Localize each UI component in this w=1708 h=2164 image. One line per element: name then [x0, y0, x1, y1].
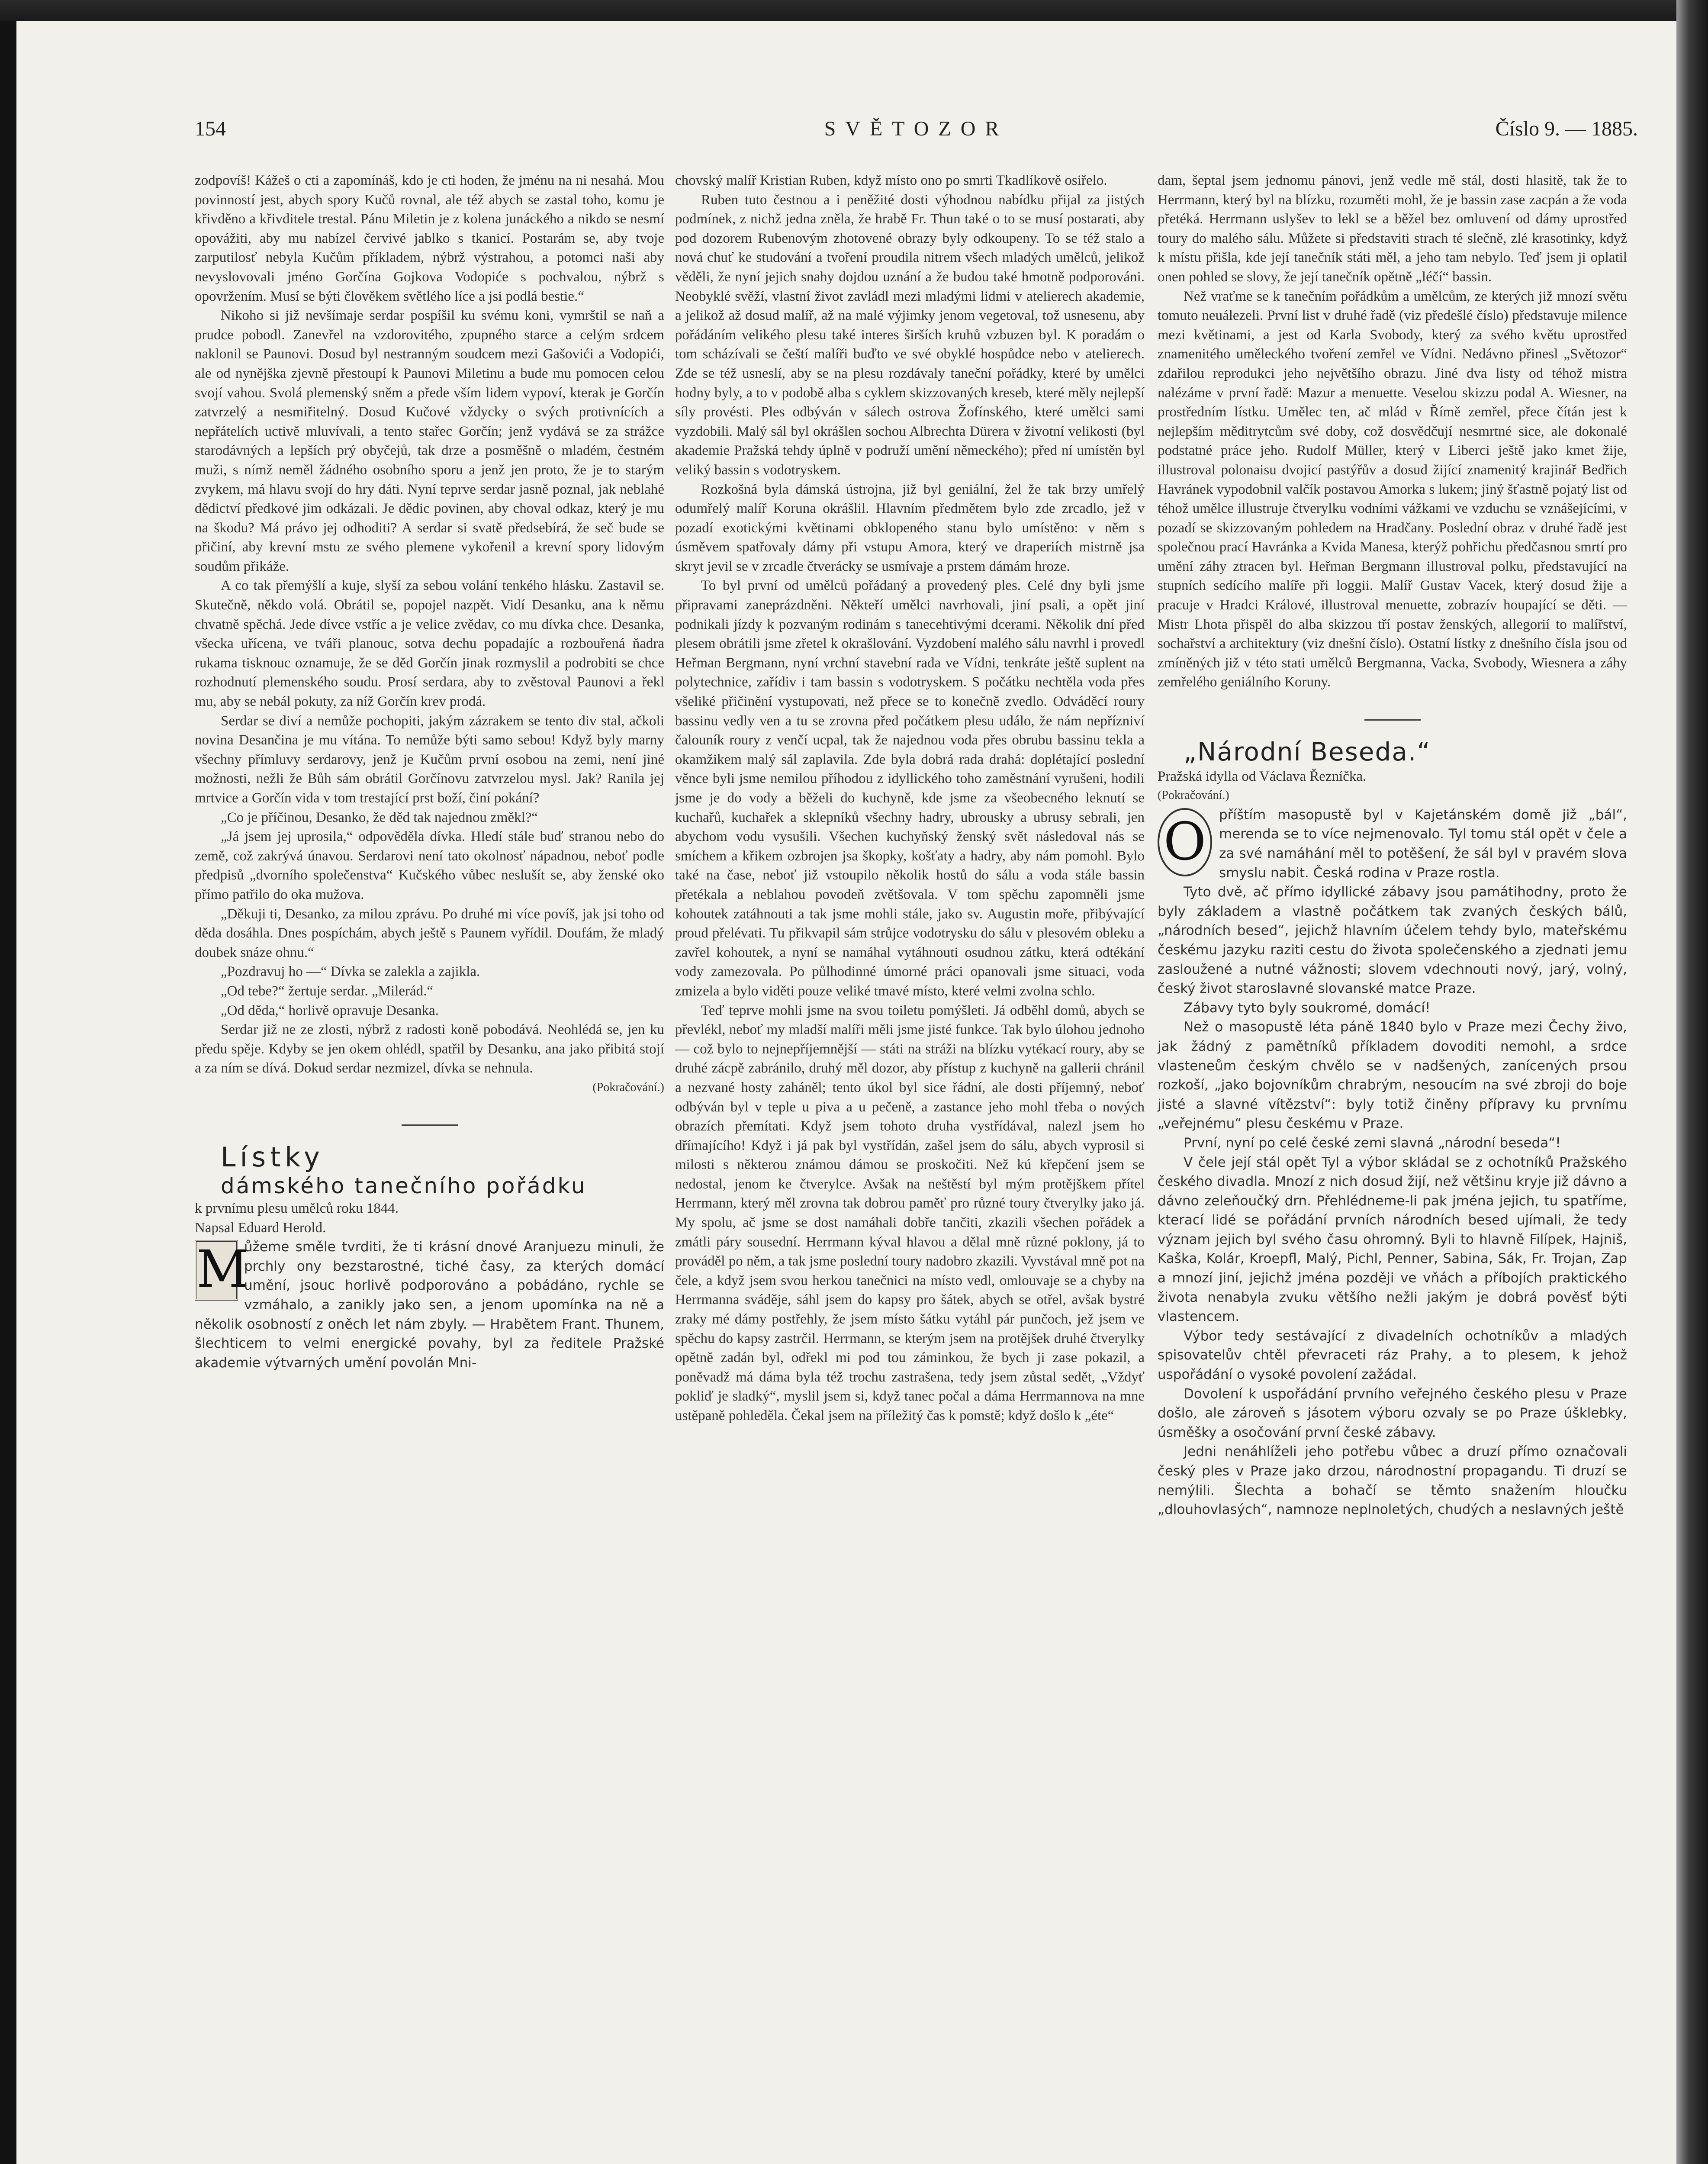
paragraph: Serdar se diví a nemůže pochopiti, jakým zázrakem se tento div stal, ačkoli novina Desančina je mu vítána. To nemůže býti samo sebou! Když byly marny všechny přímluvy serdarovy, jenž je Kučům první osobou na zemi, není jiné možnosti, nežli že Bůh sám obrátil Gorčínovu zatvrzelou mysl. Jak? Ranila jej mrtvice a Gorčín vida v tom trestající prst boží, činí pokání?: [195, 713, 664, 806]
paragraph: Výbor tedy sestávající z divadelních ochotníkův a mladých spisovatelův chtěl převraceti ráz Prahy, a to plesem, k jehož uspořádání o vysoké povolení zažádal.: [1158, 1328, 1627, 1383]
continued-note: (Pokračování.): [592, 1080, 664, 1094]
paragraph: Zábavy tyto byly soukromé, domácí!: [1184, 1000, 1431, 1016]
paragraph: Teď teprve mohli jsme na svou toiletu pomýšleti. Já odběhl domů, abych se převlékl, neboť my mladší malíři měli jsme jisté funkce. Tak bylo úlohou jednoho — což bylo to nejnepříjemnější — státi na stráži na blízku vytékací roury, aby se druhé zácpě zabránilo, druhý měl dozor, aby přístup z kuchyně na gallerii chránil a nezvané hosty zaháněl; tento úkol byl sice řádní, ale dosti příjemný, neboť odbýván byl v teple u piva a u pečeně, a zastance jeho mohl třeba o nových obrazích přemítati. Když jsem tohoto druha vystřídával, nalezl jsem ho dřímajícího! Když i já pak byl vystřídán, zašel jsem do sálu, abych vyprosil si milosti s některou známou dámou se proskočiti. Než kú křepčení jsem se nedostal, jenom ke čtverylce. Avšak na neštěstí byl mým protějškem přítel Herrmann, který měl zrovna tak dobrou paměť pro různé toury čtverylky jako já. My spolu, ač jsme se dost namáhali dobře tančiti, zkazili všechen pořádek a zmátli páry sousední. Herrmann kýval hlavou a dělal mně různé poklony, já to prováděl po něm, a tak jsme poslední toury nadobro zkazili. Vyvstával mně pot na čele, a když jsem svou herkou tanečnici na místo vedl, omlouvaje se a chyby na Herrmanna sváděje, sáhl jsem do kapsy pro šátek, abych se otřel, avšak bystré zraky mé dámy postřehly, že jsem místo šátku vytáhl pár punčoch, jež jsem ve spěchu do kapsy zastrčil. Herrmann, se kterým jsem na protějšek druhé čtverylky opětně zadán byl, odřekl mi pod tou záminkou, že bych ji zase pokazil, a poněvadž má dáma byla též trochu zastrašena, tedy jsem zůstal sedět, „Vždyť pokliď je sladký“, myslil jsem si, když tanec počal a dáma Herrmannova na mne ustěpaně pohleděla. Čekal jsem na příležitý čas k pomstě; když došlo k „éte“: [675, 1002, 1145, 1423]
dropcap-initial: O: [1158, 808, 1212, 876]
paragraph: „Od tebe?“ žertuje serdar. „Milerád.“: [221, 983, 434, 999]
paragraph: „Od děda,“ horlivě opravuje Desanka.: [221, 1002, 439, 1018]
paragraph: „Já jsem jej uprosila,“ odpověděla dívka. Hledí stále buď stranou nebo do země, což zakrývá únavou. Serdarovi není tato okolnosť nápadnou, neboť podle předpisů „dvorního společenstva“ Kučského vůbec neslušít se, aby ženské oko přímo patřilo do oka mužova.: [195, 829, 664, 902]
column-3: [1158, 171, 1627, 1520]
paragraph: První, nyní po celé české zemi slavná „národní beseda“!: [1184, 1135, 1561, 1151]
paragraph: Nikoho si již nevšímaje serdar pospíšil ku svému koni, vymrštil se naň a prudce pobodl. Zanevřel na vzdorovitého, zpupného starce a celým srdcem naklonil se Paunovi. Dosud byl nestranným soudcem mezi Gašovići a Vodopići, ale od nynějška zjevně přestoupí k Paunovi Miletinu a bude mu pomocen celou svojí vahou. Svolá plemenský sněm a přede vším lidem vypoví, kterak je Gorčín zatvrzelý a nesmiřitelný. Dosud Kučové vždycky o svých protivnících a nepřátelích uctivě mluvívali, a tento stařec Gorčín; jenž vydává se za strážce starodávných a lepších prý obyčejů, tak drze a posměšně o mladém, čestném muži, s nímž neměl žádného osobního sporu a jenž jen proto, že je to starým zvykem, má hlavu svojí do hry dáti. Nyní teprve serdar jasně poznal, jak neblahé dědictví předkové jim odkázali. Je dědic povinen, aby choval odkaz, který je mu na škodu? Má právo jej odhoditi? A serdar si svatě předsebírá, že seč bude se přičiní, aby krevní mstu ze svého plemene vykořenil a krevní spory lidovým soudům přikáže.: [195, 308, 664, 574]
continued-note: (Pokračování.): [1158, 789, 1229, 802]
paragraph: ůžeme směle tvrditi, že ti krásní dnové Aranjuezu minuli, že prchly ony bezstarostné, tiché časy, za kterých domácí umění, jsouc horlivě podporováno a pobádáno, rychle se vzmáhalo, a zanikly jako sen, a jenom upomínka na ně a několik osobností z oněch let nám zbyly. — Hrabětem Frant. Thunem, šlechticem to velmi energické povahy, byl za ředitele Pražské akademie výtvarných umění povolán Mni-: [195, 1239, 664, 1371]
scan-binding-shadow: [1676, 0, 1708, 2164]
paragraph: Než vraťme se k tanečním pořádkům a umělcům, ze kterých již mnozí světu tomuto neuálezeli. První list v druhé řadě (viz předešlé číslo) představuje milence mezi květinami, a jest od Karla Svobody, který za svého květu uprostřed znamenitého uměleckého tvoření zemřel ve Vídni. Nedávno přinesl „Světozor“ zdařilou reprodukci jeho největšího obrazu. Jiné dva listy od téhož mistra nalézáme v první řadě: Mazur a menuette. Veselou skizzu podal A. Wiesner, na prostředním lístku. Umělec ten, ač mlád v Římě zemřel, přece čítán jest k nejlepším měditrytcům své doby, což dosvědčují nesmrtné sice, ale dokonalé podstatné práce jeho. Rudolf Müller, který v Liberci ještě jako kmet žije, illustroval polonaisu dvojicí pastýřův a dosud žijící znamenitý krajinář Bedřich Havránek vypodobnil valčík postavou Amorka s lukem; jiný šťastně pojatý list od téhož umělce illustruje čtverylku vodními vážkami ve vzduchu se vznášejícími, v pozadí se skizzovaným pohledem na Hradčany. Poslední obraz v druhé řadě jest společnou prací Havránka a Kvida Manesa, kterýž pohřichu předčasnou smrtí pro umění záhy ztracen byl. Heřman Bergmann illustroval polku, představující na stupních sedícího malíře při loggii. Malíř Gustav Vacek, který dosud žije a pracuje v Hradci Králové, illustroval menuette, zobrazív houpající se děti. — Mistr Lhota přispěl do alba skizzou tří postav ženských, allegorií to malířství, sochařství a architektury (viz dnešní číslo). Ostatní lístky z dnešního čísla jsou od zmíněných již v této stati umělců Bergmanna, Vacka, Svobody, Wiesnera a záhy zemřelého geniálního Koruny.: [1158, 288, 1627, 690]
article-tagline: k prvnímu plesu umělců roku 1844.: [195, 1201, 399, 1217]
paragraph: příštím masopustě byl v Kajetánském domě již „bál“, merenda se to více nejmenovalo. Tyl tomu stál opět v čele a za své namáhání měl to potěšení, že sál byl v pravém slova smyslu nabit. Česká rodina v Praze rostla.: [1219, 807, 1627, 881]
paragraph: Než o masopustě léta páně 1840 bylo v Praze mezi Čechy živo, jak žádný z pamětníků příkladem dovoditi nemohl, a srdce vlasteneům českým chvělo se v nadšených, zanícených prsou rozkoší, „jako bojovníkům chrabrým, nesoucím na své zbroji do boje jisté a slavné vítězství“: byly totiž činěny přípravy ku prvnímu „veřejnému“ plesu českému v Praze.: [1158, 1019, 1627, 1132]
article-title: „Národní Beseda.“: [1184, 737, 1431, 766]
journal-title: SVĚTOZOR: [824, 117, 1009, 140]
paragraph: Ruben tuto čestnou a i peněžité dosti výhodnou nabídku přijal za jistých podmínek, z nichž jedna zněla, že hrabě Fr. Thun také o to se musí postarati, aby pod dozorem Rubenovým zhotovené obrazy byly odkoupeny. To se též stalo a nová chuť ke studování a tvoření proudila nitrem všech mladých umělců, jelikož věděli, že nyní jejich snahy dojdou uznání a že budou také hmotně podporováni. Neobyklé svěží, vlastní život zavládl mezi mladými lidmi v atelierech akademie, a jelikož až dosud malíř, až na malé výjimky jenom vegetoval, tož usnesenu, aby pořádáním velikého plesu také interes širších kruhů vzbuzen byl. K poradám o tom scházívali se čeští malíři buďto ve své obyklé hospůdce nebo v atelierech. Zde se též usneslí, aby se na plesu rozdávaly taneční pořádky, které by umělci hodny byly, a to v podobě alba s cyklem skizzovaných kreseb, které měly nejlepší síly provésti. Ples odbýván v sálech ostrova Žofínského, které umělci sami vyzdobili. Malý sál byl okrášlen sochou Albrechta Dürera v životní velikosti (byl akademie Pražská tehdy úplně v podruží umění německého); před ní umístěn byl veliký bassin s vodotryskem.: [675, 192, 1145, 478]
column-2: [675, 171, 1145, 1426]
paragraph: zodpovíš! Kážeš o cti a zapomínáš, kdo je cti hoden, že jménu na ni nesahá. Mou povinností jest, abych spory Kučů rovnal, ale též abych se zastal toho, komu je křivděno a křivditele trestal. Pánu Miletin je z kolena junáckého a nikdo se nesmí opovážiti, aby mu nabízel červivé jablko s tkanicí. Postarám se, aby tvoje zarputilosť nebyla Kučům příkladem, nýbrž výstrahou, a potomci naši aby nevyslovovali jméno Gorčína Gojkova Vodopiće s pochvalou, nýbrž s opovržením. Musí se býti člověkem světlého líce a jsi podlá bestie.“: [195, 173, 664, 304]
dropcap-initial: M: [195, 1240, 238, 1301]
scan-top-edge: [0, 0, 1708, 21]
paragraph: Dovolení k uspořádání prvního veřejného českého plesu v Praze došlo, ale zároveň s jásotem výboru ozvaly se po Praze úšklebky, úsměšky a osočování první české zábavy.: [1158, 1386, 1627, 1440]
paragraph: dam, šeptal jsem jednomu pánovi, jenž vedle mě stál, dosti hlasitě, tak že to Herrmann, který byl na blízku, rozuměti mohl, že je bassin zase zacpán a že voda přetéká. Herrmann uslyšev to lekl se a běžel bez omluvení od dámy uprostřed toury do malého sálu. Můžete si představiti strach té slečně, zlé krasotinky, když k místu přišla, kde její tanečník státi měl, a jeho tam nebylo. Teď jsem ji oplatil onen pohled se slovy, že její tanečník opětně „léčí“ bassin.: [1158, 173, 1627, 285]
article-subtitle: Pražská idylla od Václava Řezníčka.: [1158, 768, 1367, 784]
paragraph: A co tak přemýšlí a kuje, slyší za sebou volání tenkého hlásku. Zastavil se. Skutečně, někdo volá. Obrátil se, popojel nazpět. Vidí Desanku, ana k němu chvatně spěchá. Jede dívce vstříc a je velice zvědav, co mu dívka chce. Desanka, všecka uřícena, ve tváři planouc, sotva dechu popadajíc a rozbouřená ňadra rukama tisknouc oznamuje, že se děd Gorčín jinak rozmyslil a podrobiti se chce rozhodnutí plemenského soudu. Prosí serdara, aby to zvěstoval Paunovi a řekl mu, aby se nebál pokuty, za níž Gorčín krev prodá.: [195, 578, 664, 710]
divider-ornament: [195, 1115, 664, 1134]
paragraph: Serdar již ne ze zlosti, nýbrž z radosti koně pobodává. Neohlédá se, jen ku předu spěje. Kdyby se jen okem ohlédl, spatřil by Desanku, ana jako přibitá stojí a za ním se dívá. Dokud serdar nezmizel, dívka se nehnula.: [195, 1022, 664, 1076]
issue-number: Číslo 9. — 1885.: [1495, 117, 1638, 140]
paragraph: „Pozdravuj ho —“ Dívka se zalekla a zajikla.: [221, 964, 480, 980]
divider-ornament: [1158, 709, 1627, 729]
article-author: Napsal Eduard Herold.: [195, 1220, 326, 1236]
article-body: [195, 1237, 664, 1372]
article-subtitle: dámského tanečního pořádku: [221, 1173, 587, 1199]
paragraph: „Co je příčinou, Desanko, že děd tak najednou změkl?“: [221, 809, 538, 825]
page-number: 154: [195, 117, 226, 140]
paragraph: Rozkošná byla dámská ústrojna, již byl geniální, žel že tak brzy umřelý odumřelý malíř Koruna okrášlil. Hlavním předmětem bylo zde zrcadlo, jež v pozadí exotickými květinami obklopeného stanu bylo umístěno: v něm s úsměvem spatřovaly dámy při vstupu Amora, který ve draperiích mistrně jsa skryt jevil se v zrcadle čtverácky se usmívaje a prstem dámám hroze.: [675, 481, 1145, 574]
article-title: Lístky: [221, 1141, 324, 1173]
paragraph: Tyto dvě, ač přímo idyllické zábavy jsou památihodny, proto že byly základem a vlastně počátkem tak zvaných českých bálů, „národních besed“, jejichž hlavním účelem tehdy bylo, mateřskému českému jazyku raziti cestu do života společenského a zjednati jemu zasloužené a nutné vážnosti; slovem vdechnouti nový, jarý, volný, český život staroslavné slovanské matce Praze.: [1158, 884, 1627, 997]
paragraph: „Děkuji ti, Desanko, za milou zprávu. Po druhé mi více povíš, jak jsi toho od děda dosáhla. Dnes pospíchám, abych ještě s Paunem vyřídil. Doufám, že mladý doubek snáze ohnu.“: [195, 906, 664, 960]
article-body: [1158, 805, 1627, 1520]
column-1: [195, 171, 664, 1372]
paragraph: To byl první od umělců pořádaný a provedený ples. Celé dny byli jsme připravami zaneprázdněni. Někteří umělci navrhovali, jiní psali, a opět jiní podnikali jízdy k pozvaným rodinám s tanecehtivými dcerami. Několik dní před plesem obrátili jsme zřetel k okrašlování. Vyzdobení malého sálu navrhl i provedl Heřman Bergmann, nyní vrchní stavební rada ve Vídni, tenkráte ještě suplent na polytechnice, zařídiv i tam bassin s vodotryskem. S počátku nechtěla voda přes všeliké přičinění vystupovati, než přece se to konečně zvedlo. Odváděcí roury bassinu vedly ven a tu se zrovna před počátkem plesu událo, že nám nepřízniví čalouník roury z venčí ucpal, tak že najednou voda přes obrubu bassinu tekla a okamžikem malý sál zaplavila. Zde byla dobrá rada drahá: doplétající poslední věnce byli jsme nemilou příhodou z idyllického toho zaměstnání vyrušeni, hodili jsme je do vody a běželi do kuchyně, kde jsme za všeobecného leknutí se kuchařů, kuchařek a sklepníků všechny hadry, ubrousky a ubrusy sebrali, jen abychom vodu vysušili. Všechen kuchyňský ženský svět následoval nás se smíchem a křikem ozbrojen jsa škopky, košťaty a hadry, aby nám pomohl. Bylo také na čase, neboť již vstoupilo několik hostů do sálu a voda stále bassin přetékala a neblahou povodeň zvětšovala. V tom spěchu zapomněli jsme kohoutek zatáhnouti a tak jsme mohli stále, jako sv. Augustin moře, přibývající proud přelévati. Tu přikvapil sám strůjce vodotrysku do sálu v plesovém obleku a zavřel kohoutek, a nyní se namáhal vytáhnouti osudnou zátku, která odtékání vody zamezovala. Po půlhodinné úmorné práci opanovali jsme situaci, voda zmizela a bylo viděti pouze veliké tmavé místo, které velmi zvolna schlo.: [675, 578, 1145, 999]
paragraph: V čele její stál opět Tyl a výbor skládal se z ochotníků Pražského českého divadla. Mnozí z nich dosud žijí, než většinu kryje již dávno a dávno zeleňoučký drn. Přehlédneme-li pak jména jejich, tu spatříme, kterací lidé se pořádání prvních národních besed ujímali, že tedy význam jejich byl svého času ohromný. Byli to hlavně Filípek, Hajniš, Kaška, Kolár, Kroepfl, Malý, Pichl, Penner, Sabina, Sák, Fr. Trojan, Zap a mnozí jiní, jejichž jména později ve vňách a příbojích praktického života nenabyla zvuku většího nežli jakým je dobrá pověsť býti vlastencem.: [1158, 1154, 1627, 1325]
page-header: [195, 117, 1638, 151]
paragraph: chovský malíř Kristian Ruben, když místo ono po smrti Tkadlíkově osiřelo.: [675, 173, 1107, 188]
paragraph: Jedni nenáhlíželi jeho potřebu vůbec a druzí přímo označovali český ples v Praze jako drzou, národnostní propagandu. Ti druzí se nemýlili. Šlechta a bohačí se těmto snažením hloučku „dlouhovlasých“, namnoze neplnoletých, chudých a neslavných ještě: [1158, 1444, 1627, 1518]
